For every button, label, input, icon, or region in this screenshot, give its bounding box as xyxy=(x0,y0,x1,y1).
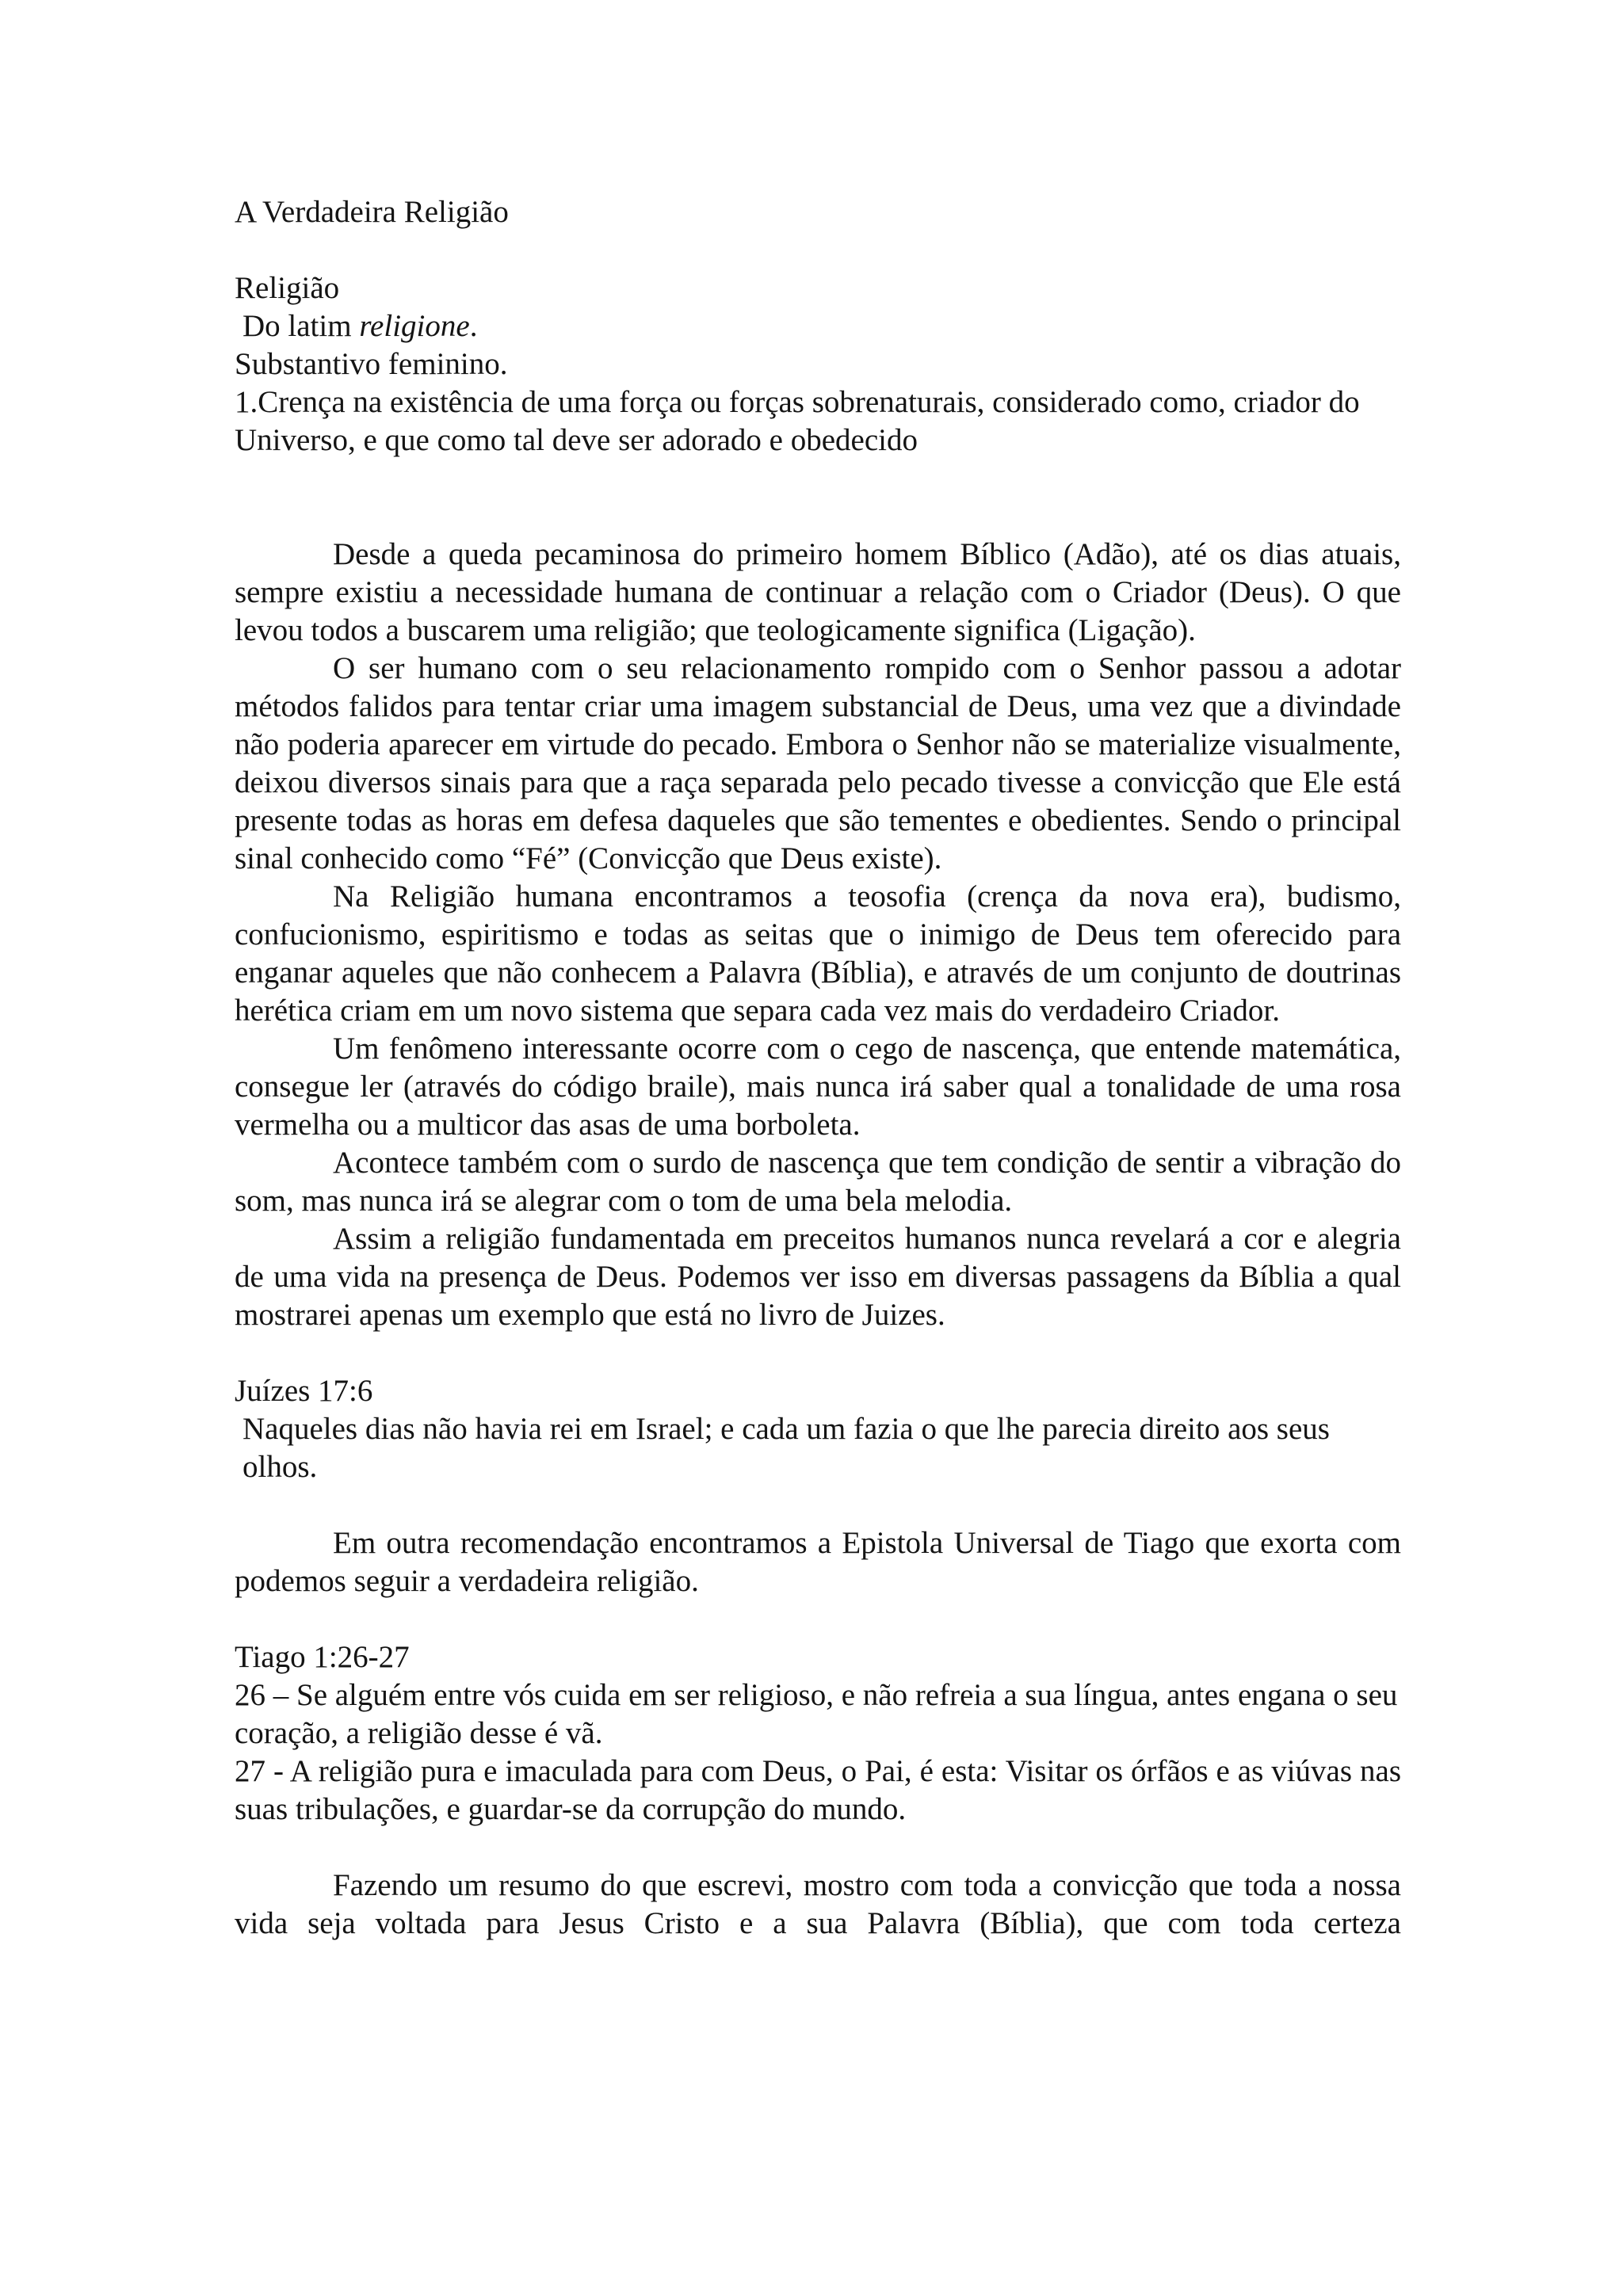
spacer xyxy=(235,231,1401,269)
definition-origin xyxy=(235,307,1401,345)
definition-word: Religião xyxy=(235,271,340,305)
document-body xyxy=(235,193,1401,1943)
spacer xyxy=(235,1600,1401,1638)
definition-origin-term: religione xyxy=(359,309,470,343)
body-paragraph: Em outra recomendação encontramos a Epistola Universal de Tiago que exorta com podemos seguir a verdadeira religião. xyxy=(235,1526,1401,1598)
spacer xyxy=(235,1486,1401,1524)
body-paragraph: Acontece também com o surdo de nascença que tem condição de sentir a vibração do som, mas nunca irá se alegrar com o tom de uma bela melodia. xyxy=(235,1146,1401,1218)
closing-paragraph: Fazendo um resumo do que escrevi, mostro com toda a convicção que toda a nossa vida seja voltada para Jesus Cristo e a sua Palavra (Bíblia), que com toda certeza xyxy=(235,1868,1401,1940)
document-title: A Verdadeira Religião xyxy=(235,195,509,229)
definition-origin-prefix: Do latim xyxy=(242,309,360,343)
body-paragraph: Assim a religião fundamentada em preceitos humanos nunca revelará a cor e alegria de uma vida na presença de Deus. Podemos ver isso em diversas passagens da Bíblia a qual mostrarei apenas um exemplo que está no livro de Juizes. xyxy=(235,1222,1401,1332)
definition-class: Substantivo feminino. xyxy=(235,347,508,381)
definition-origin-suffix: . xyxy=(469,309,478,343)
body-paragraph: Um fenômeno interessante ocorre com o cego de nascença, que entende matemática, consegue ler (através do código braile), mais nunca irá saber qual a tonalidade de uma rosa vermelha ou a multicor das asas de uma borboleta. xyxy=(235,1032,1401,1142)
definition-meaning: 1.Crença na existência de uma força ou forças sobrenaturais, considerado como, criador do Universo, e que como tal deve ser adorado e obedecido xyxy=(235,385,1360,457)
body-paragraph: Na Religião humana encontramos a teosofia (crença da nova era), budismo, confucionismo, espiritismo e todas as seitas que o inimigo de Deus tem oferecido para enganar aqueles que não conhecem a Palavra (Bíblia), e através de um conjunto de doutrinas herética criam em um novo sistema que separa cada vez mais do verdadeiro Criador. xyxy=(235,879,1401,1028)
spacer xyxy=(235,1829,1401,1867)
body-paragraph: O ser humano com o seu relacionamento rompido com o Senhor passou a adotar métodos falidos para tentar criar uma imagem substancial de Deus, uma vez que a divindade não poderia aparecer em virtude do pecado. Embora o Senhor não se materialize visualmente, deixou diversos sinais para que a raça separada pelo pecado tivesse a convicção que Ele está presente todas as horas em defesa daqueles que são tementes e obedientes. Sendo o principal sinal conhecido como “Fé” (Convicção que Deus existe). xyxy=(235,651,1401,875)
quote-text: Naqueles dias não havia rei em Israel; e cada um fazia o que lhe parecia direito aos seus olhos. xyxy=(242,1412,1330,1484)
quote-verse: 26 – Se alguém entre vós cuida em ser religioso, e não refreia a sua língua, antes engana o seu coração, a religião desse é vã. xyxy=(235,1678,1398,1750)
quote-reference: Tiago 1:26-27 xyxy=(235,1640,410,1674)
spacer xyxy=(235,1334,1401,1372)
quote-reference: Juízes 17:6 xyxy=(235,1374,373,1408)
spacer xyxy=(235,460,1401,536)
quote-verse: 27 - A religião pura e imaculada para com Deus, o Pai, é esta: Visitar os órfãos e as viúvas nas suas tribulações, e guardar-se da corrupção do mundo. xyxy=(235,1754,1401,1826)
body-paragraph: Desde a queda pecaminosa do primeiro homem Bíblico (Adão), até os dias atuais, sempre existiu a necessidade humana de continuar a relação com o Criador (Deus). O que levou todos a buscarem uma religião; que teologicamente significa (Ligação). xyxy=(235,537,1401,647)
